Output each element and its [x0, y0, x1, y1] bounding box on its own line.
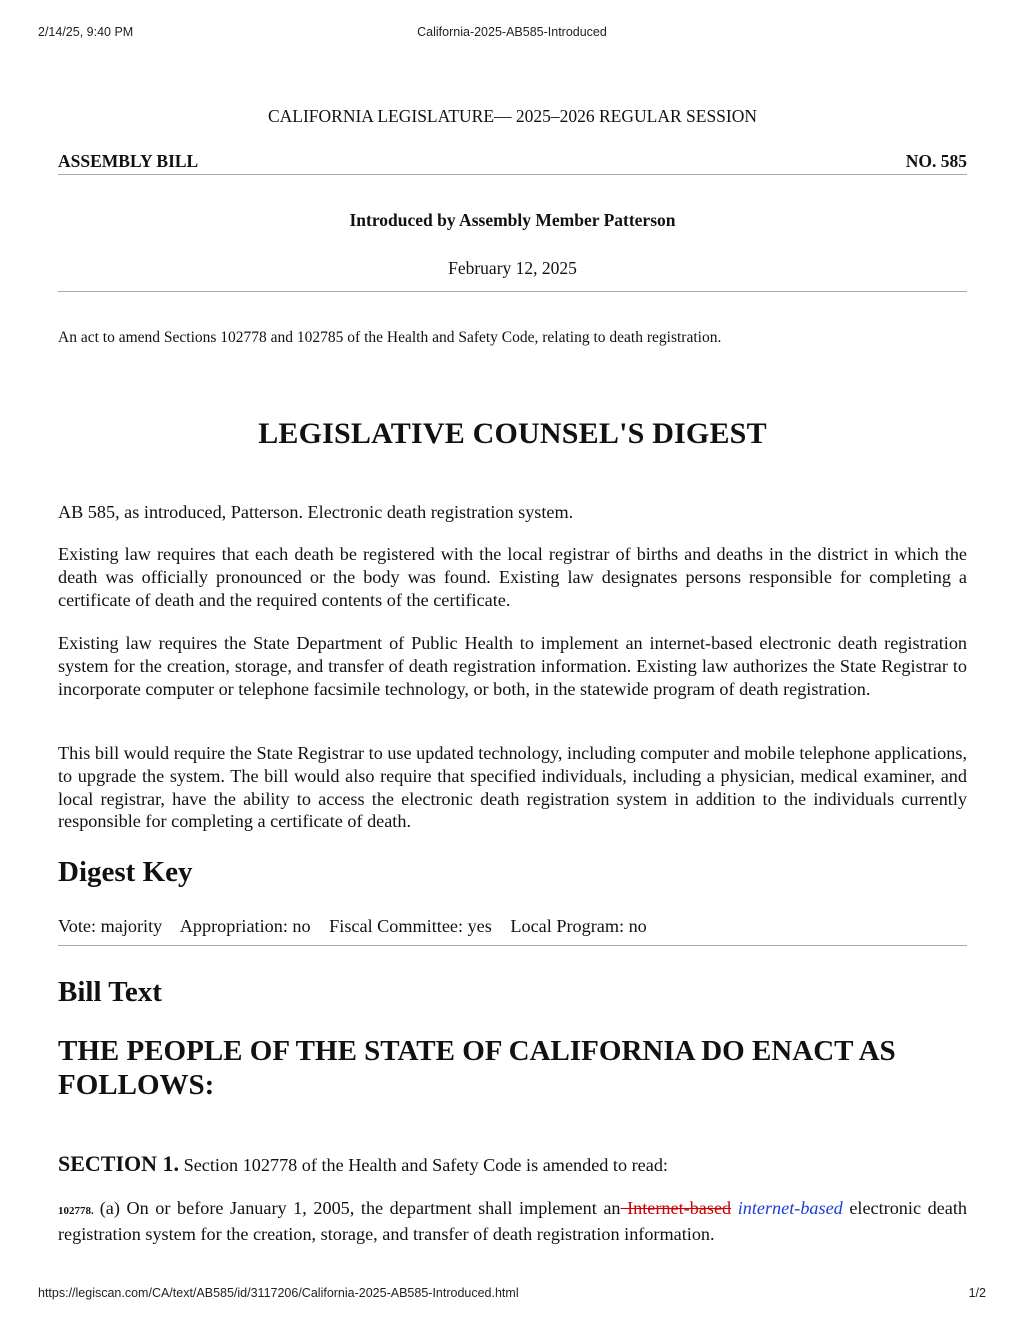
digest-paragraph-3: This bill would require the State Registrar to use updated technology, including computer and mobile telephone applications, to upgrade the system. The bill would also require that specified individuals, including a physician, medical examiner, and local registrar, have the ability to access the electronic death registration system in addition to the individuals currently responsible for completing a certificate of death. — [58, 743, 967, 832]
section-heading — [58, 1151, 967, 1177]
bill-text-title: Bill Text — [58, 976, 162, 1008]
struck-text: Internet-based — [620, 1198, 732, 1218]
page-url: https://legiscan.com/CA/text/AB585/id/3117206/California-2025-AB585-Introduced.html — [38, 1286, 519, 1300]
act-description: An act to amend Sections 102778 and 102785 of the Health and Safety Code, relating to death registration. — [58, 329, 722, 346]
digest-key-vote: Vote: majority — [58, 916, 163, 936]
digest-summary: AB 585, as introduced, Patterson. Electronic death registration system. — [58, 502, 574, 522]
page-number: 1/2 — [968, 1286, 986, 1300]
section-text-after: electronic death registration system for the creation, storage, and transfer of death registration information. — [58, 1198, 967, 1244]
digest-title: LEGISLATIVE COUNSEL'S DIGEST — [258, 417, 767, 450]
session-heading: CALIFORNIA LEGISLATURE— 2025–2026 REGULAR SESSION — [267, 106, 758, 126]
bill-header-row — [58, 151, 967, 175]
bill-type: ASSEMBLY BILL — [58, 151, 199, 171]
digest-key-fiscal: Fiscal Committee: yes — [329, 916, 492, 936]
divider — [58, 291, 967, 292]
print-title: California-2025-AB585-Introduced — [417, 25, 607, 39]
bill-number: NO. 585 — [905, 151, 967, 171]
digest-key-values — [58, 916, 967, 946]
introduced-date: February 12, 2025 — [448, 258, 577, 278]
section-intro: Section 102778 of the Health and Safety Code is amended to read: — [179, 1155, 668, 1175]
section-text — [58, 1197, 967, 1246]
inserted-text: internet-based — [737, 1198, 843, 1218]
introduced-by: Introduced by Assembly Member Patterson — [349, 210, 676, 230]
digest-key-local: Local Program: no — [510, 916, 647, 936]
section-label: SECTION 1. — [58, 1151, 180, 1176]
digest-key-appropriation: Appropriation: no — [179, 916, 311, 936]
section-text-before: (a) On or before January 1, 2005, the department shall implement an — [99, 1198, 621, 1218]
digest-paragraph-1: Existing law requires that each death be registered with the local registrar of births and deaths in the district in which the death was officially pronounced or the body was found. Existing law designates persons responsible for completing a certificate of death and the required contents of the certificate. — [58, 544, 967, 610]
section-number: 102778. — [58, 1205, 94, 1217]
print-datetime: 2/14/25, 9:40 PM — [38, 25, 134, 39]
digest-key-title: Digest Key — [58, 856, 193, 888]
enacting-clause: THE PEOPLE OF THE STATE OF CALIFORNIA DO ENACT AS FOLLOWS: — [58, 1035, 896, 1101]
digest-paragraph-2: Existing law requires the State Department of Public Health to implement an internet-based electronic death registration system for the creation, storage, and transfer of death registration information. Existing law authorizes the State Registrar to incorporate computer or telephone facsimile technology, or both, in the statewide program of death registration. — [58, 633, 967, 699]
